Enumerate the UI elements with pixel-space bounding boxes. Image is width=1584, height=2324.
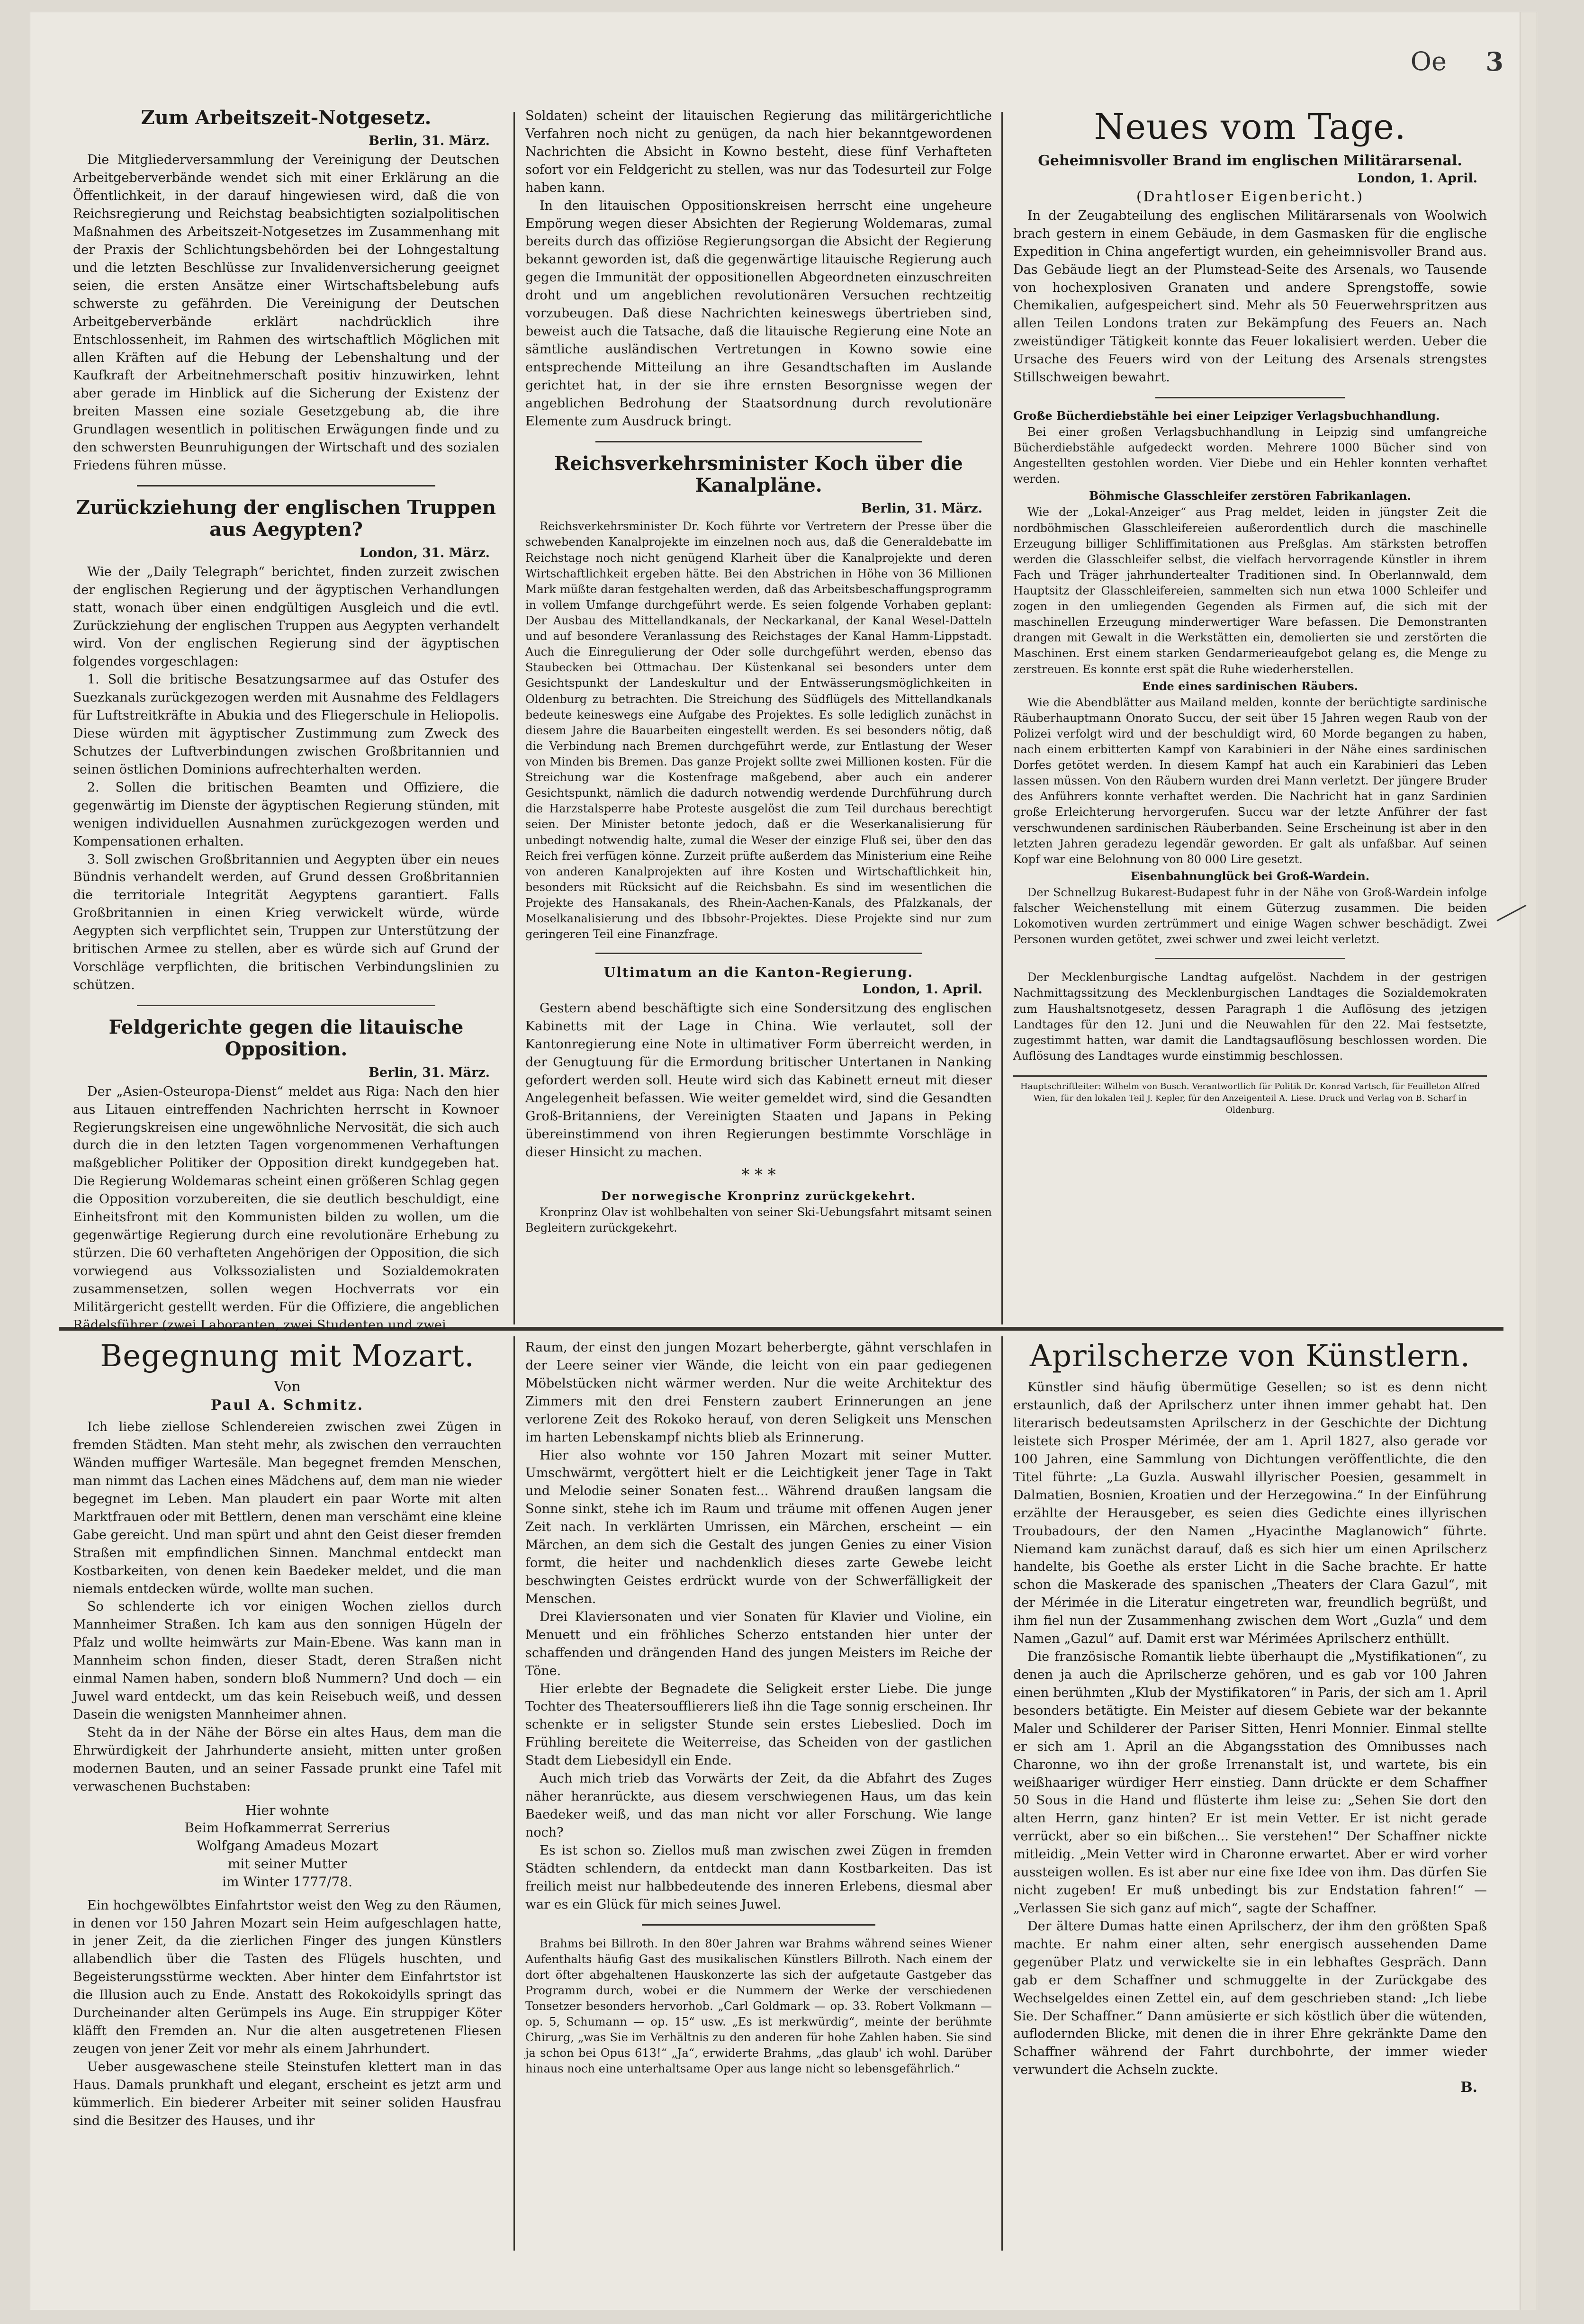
feuilleton-column-2 <box>525 1339 992 2248</box>
article-paragraph: Reichsverkehrsminister Dr. Koch führte vor Vertretern der Presse über die schwebenden Kanalprojekte im einzelnen noch aus, daß die Generaldebatte im Reichstage noch nicht genügend Klarheit über die Kanalprojekte und deren Wirtschaftlichkeit ergeben hätte. Bei den Abstrichen in Höhe von 36 Millionen Mark müßte daran festgehalten werden, daß das Arbeitsbeschaffungsprogramm in vollem Umfange durchgeführt werde. Es seien folgende Vorhaben geplant: Der Ausbau des Mittellandkanals, der Neckarkanal, der Kanal Wesel-Datteln und auf besondere Veranlassung des Reichstages der Kanal Hamm-Lippstadt. Auch die Einregulierung der Oder solle durchgeführt werden, ebenso das Staubecken bei Ottmachau. Der Küstenkanal sei besonders unter dem Gesichtspunkt der Landeskultur und der Entwässerungsmöglichkeiten in Oldenburg zu betrachten. Die Streichung des Südflügels des Mittellandkanals bedeute keineswegs eine Aufgabe des Projektes. Es solle lediglich zunächst in diesem Jahre die Bauarbeiten eingestellt werden. Es sei besonders nötig, daß die Verbindung nach Bremen durchgeführt werde, zur Entlastung der Weser von Minden bis Bremen. Das ganze Projekt sollte zwei Millionen kosten. Für die Streichung war die Kostenfrage maßgebend, aber auch ein anderer Gesichtspunkt, nämlich die dadurch notwendig werdende Durchführung durch die Harzstalsperre habe Proteste ausgelöst die zum Teil durchaus berechtigt seien. Der Minister betonte jedoch, daß er die Weserkanalisierung für unbedingt notwendig halte, zumal die Weser der einzige Fluß sei, über den das Reich frei verfügen könne. Zurzeit prüfte außerdem das Ministerium eine Reihe von anderen Kanalprojekten auf ihre Kosten und Wirtschaftlichkeit hin, besonders mit Rücksicht auf die Reichsbahn. Es sind im wesentlichen die Projekte des Hansakanals, des Rhein-Aachen-Kanals, des Pfalzkanals, der Moselkanalisierung und des Ibbsohr-Projektes. Diese Projekte sind nur zum geringeren Teil eine Finanzfrage. <box>525 520 992 941</box>
page-number: 3 <box>1485 46 1503 77</box>
separator <box>1155 397 1345 398</box>
article-paragraph: Soldaten) scheint der litauischen Regierung das militärgerichtliche Verfahren noch nicht zu genügen, da nach hier bekanntgewordenen Nachrichten die Absicht in Kowno besteht, diese fünf Verhafteten sofort vor ein Feldgericht zu stellen, was nur das Todesurteil zur Folge haben kann. <box>525 108 992 195</box>
item-title: Ende eines sardinischen Räubers. <box>1142 679 1358 693</box>
article-title: Feldgerichte gegen die litauische Opposition. <box>108 1016 464 1061</box>
article-paragraph: Hier erlebte der Begnadete die Seligkeit erster Liebe. Die junge Tochter des Theatersoufflierers ließ ihn die Tage sonnig erscheinen. Ihr schenkte er in seligster Stunde sein erstes Liebeslied. Doch im Frühling bereitete die Weiterreise, das Scheiden von der gastlichen Stadt dem Liebesidyll ein Ende. <box>525 1681 992 1768</box>
imprint: Hauptschriftleiter: Wilhelm von Busch. Verantwortlich für Politik Dr. Konrad Vartsch, für Feuilleton Alfred Wien, für den lokalen Teil J. Kepler, für den Anzeigenteil A. Liese. Druck und Verlag von B. Scharf in Oldenburg. <box>1013 1075 1487 1117</box>
dateline: London, 1. April. <box>862 982 982 997</box>
plaque-line: im Winter 1777/78. <box>222 1874 352 1890</box>
column-rule <box>1001 112 1003 1324</box>
article-paragraph: Wie der „Daily Telegraph“ berichtet, finden zurzeit zwischen der englischen Regierung und der ägyptischen Verhandlungen statt, wonach über einen endgültigen Ausgleich und die evtl. Zurückziehung der englischen Truppen aus Aegypten verhandelt wird. Von der englischen Regierung sind der ägyptischen folgendes vorgeschlagen: <box>73 564 499 669</box>
separator <box>595 953 922 954</box>
dateline: London, 31. März. <box>360 545 490 560</box>
article-paragraph: So schlenderte ich vor einigen Wochen ziellos durch Mannheimer Straßen. Ich kam aus den sonnigen Hügeln der Pfalz und wollte heimwärts zur Main-Ebene. Was kann man in Mannheim schon finden, dieser Stadt, deren Straßen nicht einmal Namen haben, sondern bloß Nummern? Und doch — ein Juwel ward entdeckt, um das kein Reisebuch weiß, und dessen Dasein die wenigsten Mannheimer ahnen. <box>73 1599 502 1722</box>
article-paragraph: 1. Soll die britische Besatzungsarmee auf das Ostufer des Suezkanals zurückgezogen werden mit Ausnahme des Feldlagers für Luftstreitkräfte in Abukia und des Fliegerschule in Heliopolis. Diese würden mit ägyptischer Zustimmung zum Zweck des Schutzes der Luftverbindungen zwischen Großbritannien und seinen östlichen Dominions aufrechterhalten werden. <box>73 672 499 777</box>
feuilleton-column-3 <box>1013 1339 1487 2248</box>
plaque-line: Wolfgang Amadeus Mozart <box>196 1838 378 1854</box>
item-title: Eisenbahnunglück bei Groß-Wardein. <box>1130 869 1370 883</box>
dateline: Berlin, 31. März. <box>369 1065 490 1080</box>
plaque-line: Beim Hofkammerrat Serrerius <box>184 1820 390 1836</box>
item-text: Bei einer großen Verlagsbuchhandlung in Leipzig sind umfangreiche Bücherdiebstähle aufgedeckt worden. Mehrere 1000 Bücher sind von Angestellten gestohlen worden. Vier Diebe und ein Hehler konnten verhaftet werden. <box>1013 425 1487 486</box>
feuilleton-title: Aprilscherze von Künstlern. <box>1029 1339 1471 1374</box>
plaque-line: mit seiner Mutter <box>227 1856 347 1872</box>
article-subtitle: Geheimnisvoller Brand im englischen Militärarsenal. <box>1038 152 1462 169</box>
article-paragraph: Steht da in der Nähe der Börse ein altes Haus, dem man die Ehrwürdigkeit der Jahrhunderte ansieht, mitten unter großen modernen Bauten, und an seiner Fassade prunkt eine Tafel mit verwaschenen Buchstaben: <box>73 1725 502 1794</box>
item-text: Wie der „Lokal-Anzeiger“ aus Prag meldet, leiden in jüngster Zeit die nordböhmischen Glasschleifereien außerordentlich durch die maschinelle Erzeugung billiger Schliffimitationen aus Preßglas. Am stärksten betroffen werden die Glasschleifer selbst, die vielfach hervorragende Künstler in ihrem Fach und Träger jahrhundertealter Traditionen sind. In Oberlannwald, dem Hauptsitz der Glasschleifereien, sammelten sich nun etwa 1000 Schleifer und zogen in den umliegenden Gegenden als Firmen auf, die sich mit der maschinellen Erzeugung minderwertiger Ware befassen. Die Demonstranten drangen mit Gewalt in die Werkstätten ein, demolierten sie und zerstörten die Maschinen. Erst einem starken Gendarmerieaufgebot gelang es, die Menge zu zerstreuen. Es konnte erst spät die Ruhe wiederherstellen. <box>1013 505 1487 676</box>
page-mark-left: Oe <box>1410 46 1447 76</box>
article-paragraph: 3. Soll zwischen Großbritannien und Aegypten über ein neues Bündnis verhandelt werden, auf Grund dessen Großbritannien die territoriale Integrität Aegyptens garantiert. Falls Großbritannien in einen Krieg verwickelt würde, würde Aegypten sich verpflichtet sein, Truppen zur Unterstützung der britischen Armee zu stellen, aber es würde sich auf Grund der Vorschläge verpflichten, die britischen Verbindungslinien zu schützen. <box>73 852 499 992</box>
article-paragraph: Die Mitgliederversammlung der Vereinigung der Deutschen Arbeitgeberverbände wendet sich mit einer Erklärung an die Öffentlichkeit, in der darauf hingewiesen wird, daß die von Reichsregierung und Reichstag beabsichtigten sozialpolitischen Maßnahmen des Arbeitszeit-Notgesetzes im Zusammenhang mit der Praxis der Schlichtungsbehörden bei der Lohngestaltung und die letzten Beschlüsse zur Invalidenversicherung geeignet seien, die ersten Ansätze einer Wirtschaftsbelebung aufs schwerste zu gefährden. Die Vereinigung der Deutschen Arbeitgeberverbände erklärt nachdrücklich ihre Entschlossenheit, im Rahmen des wirtschaftlich Möglichen mit allen Kräften auf die Hebung der Lebenshaltung und der Kaufkraft der Arbeitnehmerschaft positiv hinzuwirken, lehnt aber gerade im Hinblick auf die Sicherung der Existenz der breiten Massen eine soziale Gesetzgebung ab, die ihre Grundlagen wesentlich in politischen Erwägungen finde und zu den schwersten Beunruhigungen der Wirtschaft und des sozialen Friedens führen müsse. <box>73 153 499 473</box>
separator <box>595 441 922 442</box>
article-paragraph: Ich liebe ziellose Schlendereien zwischen zwei Zügen in fremden Städten. Man steht mehr, als zwischen den verrauchten Wänden muffiger Wartesäle. Man begegnet fremden Menschen, man nimmt das Lachen eines Mädchens auf, dem man nie wieder begegnet im Leben. Man plaudert ein paar Worte mit alten Marktfrauen oder mit Bettlern, denen man verschämt eine kleine Gabe gereicht. Und man spürt und ahnt den Geist dieser fremden Straßen mit empfindlichen Sinnen. Manchmal entdeckt man Kostbarkeiten, von denen kein Baedeker meldet, und die man niemals entdecken würde, wollte man suchen. <box>73 1420 502 1596</box>
separator <box>137 1005 435 1006</box>
article-paragraph: Ein hochgewölbtes Einfahrtstor weist den Weg zu den Räumen, in denen vor 150 Jahren Mozart sein Heim aufgeschlagen hatte, in jener Zeit, da die zierlichen Finger des jungen Künstlers allabendlich über die Tasten des Flügels huschten, und Begeisterungsstürme weckten. Aber hinter dem Einfahrtstor ist die Illusion auch zu Ende. Anstatt des Rokokoidylls springt das Durcheinander alten Gerümpels ins Auge. Ein struppiger Köter kläfft den Fremden an. Nur die alten ausgetretenen Fliesen zeugen von jener Zeit vor mehr als einem Jahrhundert. <box>73 1898 502 2056</box>
column-rule <box>1001 1336 1003 2251</box>
article-paragraph: Hier also wohnte vor 150 Jahren Mozart mit seiner Mutter. Umschwärmt, vergöttert hielt er die Leichtigkeit jener Tage in Takt und Melodie seiner Sonaten fest... Während draußen langsam die Sonne sinkt, stehe ich im Raum und träume mit offenen Augen jener Zeit nach. In verklärten Umrissen, ein Märchen, erscheint — ein Märchen, an dem sich die Gestalt des jungen Genies zu einer Vision formt, die heiter und nachdenklich dieses zarte Gewebe leicht beschwingten Geistes erdrückt wurde von der Schwerfälligkeit der Menschen. <box>525 1448 992 1606</box>
article-paragraph: Raum, der einst den jungen Mozart beherbergte, gähnt verschlafen in der Leere seiner vier Wände, die leicht von ein paar gediegenen Möbelstücken nicht wärmer werden. Nur die weite Architektur des Zimmers mit den drei Fenstern zaubert Erinnerungen an jene verlorene Zeit des Rokoko herauf, von deren Seligkeit uns Menschen im harten Lebenskampf nichts blieb als Erinnerung. <box>525 1340 992 1445</box>
column-2 <box>525 107 992 1324</box>
byline: Von <box>274 1378 301 1396</box>
column-rule <box>513 112 515 1324</box>
item-title: Böhmische Glasschleifer zerstören Fabrikanlagen. <box>1089 489 1411 503</box>
article-paragraph: Auch mich trieb das Vorwärts der Zeit, da die Abfahrt des Zuges näher heranrückte, aus diesem verschwiegenen Haus, um das kein Baedeker weiß, und das man nicht vor aller Forschung. Wie lange noch? <box>525 1771 992 1840</box>
article-paragraph: Künstler sind häufig übermütige Gesellen; so ist es denn nicht erstaunlich, daß der Aprilscherz unter ihnen immer gehabt hat. Den literarisch bedeutsamsten Aprilscherz in der Geschichte der Dichtung leistete sich Prosper Mérimée, der am 1. April 1827, also gerade vor 100 Jahren, eine Sammlung von Dichtungen veröffentlichte, die den Titel führte: „La Guzla. Auswahl illyrischer Poesien, gesammelt in Dalmatien, Bosnien, Kroatien und der Herzegowina.“ In der Einführung erzählte der Herausgeber, es seien dies Gedichte eines illyrischen Troubadours, der den Namen „Hyacinthe Maglanowich“ führte. Niemand kam zunächst darauf, daß es sich hier um einen Aprilscherz handelte, bis Goethe als erster Licht in die Sache brachte. Er hatte schon die Maskerade des spanischen „Theaters der Clara Gazul“, mit der Mérimée in die Literatur eingetreten war, freundlich begrüßt, und ihm fiel nun der Zusammenhang zwischen dem Wort „Guzla“ und dem Namen „Gazul“ auf. Damit erst war Mérimées Aprilscherz enthüllt. <box>1013 1380 1487 1647</box>
separator-stars: * * * <box>741 1165 776 1184</box>
column-3 <box>1013 107 1487 1324</box>
plaque-line: Hier wohnte <box>245 1802 329 1818</box>
article-paragraph: Es ist schon so. Ziellos muß man zwischen zwei Zügen in fremden Städten schlendern, da entdeckt man dann Kostbarkeiten. Das ist freilich meist nur halbbedeutende des inneren Erlebens, diesmal aber war es ein Glück für mich seines Juwel. <box>525 1843 992 1912</box>
article-paragraph: Ueber ausgewaschene steile Steinstufen klettert man in das Haus. Damals prunkhaft und elegant, erscheint es jetzt arm und kümmerlich. Ein biederer Arbeiter mit seiner soliden Hausfrau sind die Besitzer des Hauses, und ihr <box>73 2059 502 2128</box>
article-title: Reichsverkehrsminister Koch über die Kanalpläne. <box>554 452 963 496</box>
author-signature: B. <box>1460 2079 1477 2096</box>
article-paragraph: Die französische Romantik liebte überhaupt die „Mystifikationen“, zu denen ja auch die Aprilscherze gehören, und es gab vor 100 Jahren einen berühmten „Klub der Mystifikatoren“ in Paris, der sich am 1. April besonders betätigte. Ein Meister auf diesem Gebiete war der bekannte Maler und Schilderer der Pariser Sitten, Henri Monnier. Einmal stellte er sich am 1. April an die Abgangsstation des Omnibusses nach Charonne, wo ihn der große Irrenanstalt ist, und wartete, bis ein weißhaariger würdiger Herr einstieg. Dann drückte er dem Schaffner 50 Sous in die Hand und flüsterte ihm leise zu: „Sehen Sie dort den alten Herrn, ganz hinten? Er ist mein Vetter. Er ist nicht gerade verrückt, aber so ein bißchen... Sie verstehen!“ Der Schaffner nickte mitleidig. „Mein Vetter wird in Charonne erwartet. Aber er wird vorher aussteigen wollen. Es ist aber nur eine fixe Idee von ihm. Das dürfen Sie nicht zugeben! Er muß unbedingt bis zur Endstation fahren!“ — „Verlassen Sie sich ganz auf mich“, sagte der Schaffner. <box>1013 1649 1487 1916</box>
article-title: Ultimatum an die Kanton-Regierung. <box>603 964 914 981</box>
item-text: Wie die Abendblätter aus Mailand melden, konnte der berüchtigte sardinische Räuberhauptmann Onorato Succu, der seit über 15 Jahren wegen Raub von der Polizei verfolgt wird und der beschuldigt wird, 60 Morde begangen zu haben, nach einem erbitterten Kampf von Karabinieri in der Nähe eines sardinischen Dorfes getötet werden. In diesem Kampf hat auch ein Karabinieri das Leben lassen müssen. Von den Räubern wurden drei Mann verletzt. Der jüngere Bruder des Anführers konnte verhaftet werden. Die Nachricht hat in ganz Sardinien große Erleichterung hervorgerufen. Succu war der letzte Anführer der fast verschwundenen sardinischen Räuberbanden. Seine Erscheinung ist aber in den letzten Jahren geradezu legendär geworden. Er galt als unfaßbar. Auf seinen Kopf war eine Belohnung von 80 000 Lire gesetzt. <box>1013 695 1487 866</box>
column-1 <box>73 107 499 1333</box>
page-edge <box>1520 12 1537 2310</box>
separator <box>642 1924 875 1926</box>
item-title: Große Bücherdiebstähle bei einer Leipziger Verlagsbuchhandlung. <box>1013 409 1440 423</box>
source-note: (Drahtloser Eigenbericht.) <box>1136 188 1364 205</box>
feuilleton-title: Begegnung mit Mozart. <box>100 1339 475 1374</box>
article-paragraph: 2. Sollen die britischen Beamten und Offiziere, die gegenwärtig im Dienste der ägyptischen Regierung stünden, mit wenigen individuellen Ausnahmen zurückgezogen werden und Kompensationen erhalten. <box>73 780 499 849</box>
dateline: Berlin, 31. März. <box>369 134 490 149</box>
notice-text: Kronprinz Olav ist wohlbehalten von seiner Ski-Uebungsfahrt mitsamt seinen Begleitern zurückgekehrt. <box>525 1205 992 1234</box>
article-title: Zum Arbeitszeit-Notgesetz. <box>141 107 432 129</box>
section-title: Neues vom Tage. <box>1094 107 1406 147</box>
article-paragraph: In den litauischen Oppositionskreisen herrscht eine ungeheure Empörung wegen dieser Absichten der Regierung Woldemaras, zumal bereits durch das offiziöse Regierungsorgan die Absicht der Regierung bekannt geworden ist, daß die gegenwärtige litauische Regierung auch gegen die Immunität der oppositionellen Abgeordneten einzuschreiten droht und um angeblichen revolutionären Versuchen rechtzeitig vorzubeugen. Daß diese Nachrichten keineswegs übertrieben sind, beweist auch die Tatsache, daß die litauische Regierung eine Note an sämtliche ausländischen Vertretungen in Kowno sowie eine entsprechende Mitteilung an ihre Gesandtschaften im Auslande gerichtet hat, in der sie ihre ernsten Besorgnisse wegen der angeblichen Bedrohung der Staatsordnung durch revolutionäre Elemente zum Ausdruck bringt. <box>525 198 992 429</box>
newspaper-page <box>30 12 1537 2310</box>
notice-title: Der norwegische Kronprinz zurückgekehrt. <box>601 1189 917 1203</box>
column-rule <box>513 1336 515 2251</box>
dateline: London, 1. April. <box>1357 171 1477 186</box>
article-paragraph: Gestern abend beschäftigte sich eine Sondersitzung des englischen Kabinetts mit der Lage in China. Wie verlautet, soll der Kantonregierung eine Note in ultimativer Form überreicht werden, in der Genugtuung für die Ermordung britischer Untertanen in Nanking gefordert werden soll. Heute wird sich das Kabinett erneut mit dieser Angelegenheit befassen. Wie weiter gemeldet wird, sind die Gesandten Groß-Britanniens, der Vereinigten Staaten und Japans in Peking übereinstimmend von ihren Regierungen bestimmte Vorschläge in dieser Hinsicht zu machen. <box>525 1001 992 1160</box>
item-text: Der Schnellzug Bukarest-Budapest fuhr in der Nähe von Groß-Wardein infolge falscher Weichenstellung mit einem Güterzug zusammen. Die beiden Lokomotiven wurden zertrümmert und einige Wagen schwer beschädigt. Zwei Personen wurden getötet, zwei schwer und zwei leicht verletzt. <box>1013 885 1487 946</box>
memorial-plaque <box>73 1802 502 1891</box>
article-paragraph: In der Zeugabteilung des englischen Militärarsenals von Woolwich brach gestern in einem Gebäude, in dem Gasmasken für die englische Expedition in China angefertigt wurden, ein geheimnisvoller Brand aus. Das Gebäude liegt an der Plumstead-Seite des Arsenals, wo Tausende von hochexplosiven Granaten und andere Sprengstoffe, sowie Chemikalien, aufgespeichert sind. Mehr als 50 Feuerwehrspritzen aus allen Teilen Londons traten zur Bekämpfung des Feuers an. Nach zweistündiger Tätigkeit konnte das Feuer lokalisiert werden. Ueber die Ursache des Feuers wird von der Leitung des Arsenals strengstes Stillschweigen bewahrt. <box>1013 208 1487 385</box>
separator <box>1155 958 1345 959</box>
article-title: Zurückziehung der englischen Truppen aus Aegypten? <box>76 496 496 541</box>
item-text: Der Mecklenburgische Landtag aufgelöst. Nachdem in der gestrigen Nachmittagssitzung des Mecklenburgischen Landtages die Sozialdemokraten zum Haushaltsnotgesetz, dessen Paragraph 1 die Auflösung des jetzigen Landtages für den 12. Juni und die Neuwahlen für den 22. Mai festsetzte, zugestimmt hatten, war damit die Landtagsauflösung beschlossen worden. Die Auflösung des Landtages wurde einstimmig beschlossen. <box>1013 971 1487 1063</box>
article-paragraph: Der ältere Dumas hatte einen Aprilscherz, der ihm den größten Spaß machte. Er nahm einer alten, sehr energisch aussehenden Dame gegenüber Platz und verwickelte sie in ein lebhaftes Gespräch. Dann gab er dem Schaffner und schmuggelte in der Zurückgabe des Wechselgeldes einen Zettel ein, auf dem geschrieben stand: „Ich liebe Sie. Der Schaffner.“ Dann amüsierte er sich köstlich über die wütenden, auflodernden Blicke, mit denen die in ihrer Ehre gekränkte Dame den Schaffner während der Fahrt durchbohrte, der immer wieder verwundert die Achseln zuckte. <box>1013 1919 1487 2078</box>
dateline: Berlin, 31. März. <box>861 501 982 516</box>
author: Paul A. Schmitz. <box>210 1397 364 1414</box>
article-paragraph: Der „Asien-Osteuropa-Dienst“ meldet aus Riga: Nach den hier aus Litauen eintreffenden Nachrichten herrscht in Kownoer Regierungskreisen eine ungewöhnliche Nervosität, die sich auch durch die in den letzten Tagen vorgenommenen Verhaftungen maßgeblicher Politiker der Opposition direkt kundgegeben hat. Die Regierung Woldemaras scheint einen größeren Schlag gegen die Opposition vorzubereiten, die sie deutlich beschuldigt, eine Einheitsfront mit den Kommunisten bilden zu wollen, um die gegenwärtige Regierung durch eine revolutionäre Erhebung zu stürzen. Die 60 verhafteten Angehörigen der Opposition, die sich vorwiegend aus Volkssozialisten und Sozialdemokraten zusammensetzen, sollen wegen Hochverrats vor ein Militärgericht gestellt werden. Für die Offiziere, die angeblichen Rädelsführer (zwei Laboranten, zwei Studenten und zwei <box>73 1084 499 1333</box>
feuilleton-column-1 <box>73 1339 502 2248</box>
separator <box>137 485 435 486</box>
anecdote: Brahms bei Billroth. In den 80er Jahren war Brahms während seines Wiener Aufenthalts häufig Gast des musikalischen Künstlers Billroth. Nach einem der dort öfter abgehaltenen Hauskonzerte las sich der aufgetaute Gastgeber das Programm durch, wobei er die Nummern der Werke der verschiedenen Tonsetzer besonders hervorhob. „Carl Goldmark — op. 33. Robert Volkmann — op. 5, Schumann — op. 15“ usw. „Es ist merkwürdig“, meinte der berühmte Chirurg, „was Sie im Verhältnis zu den anderen für hohe Zahlen haben. Sie sind ja schon bei Opus 613!“ „Ja“, erwiderte Brahms, „das glaub' ich wohl. Darüber hinaus noch eine unterhaltsame Oper aus lange nicht so lebensgefährlich.“ <box>525 1937 992 2076</box>
article-paragraph: Drei Klaviersonaten und vier Sonaten für Klavier und Violine, ein Menuett und ein fröhliches Scherzo entstanden hier unter der schaffenden und drängenden Hand des jungen Meisters im Reiche der Töne. <box>525 1609 992 1678</box>
